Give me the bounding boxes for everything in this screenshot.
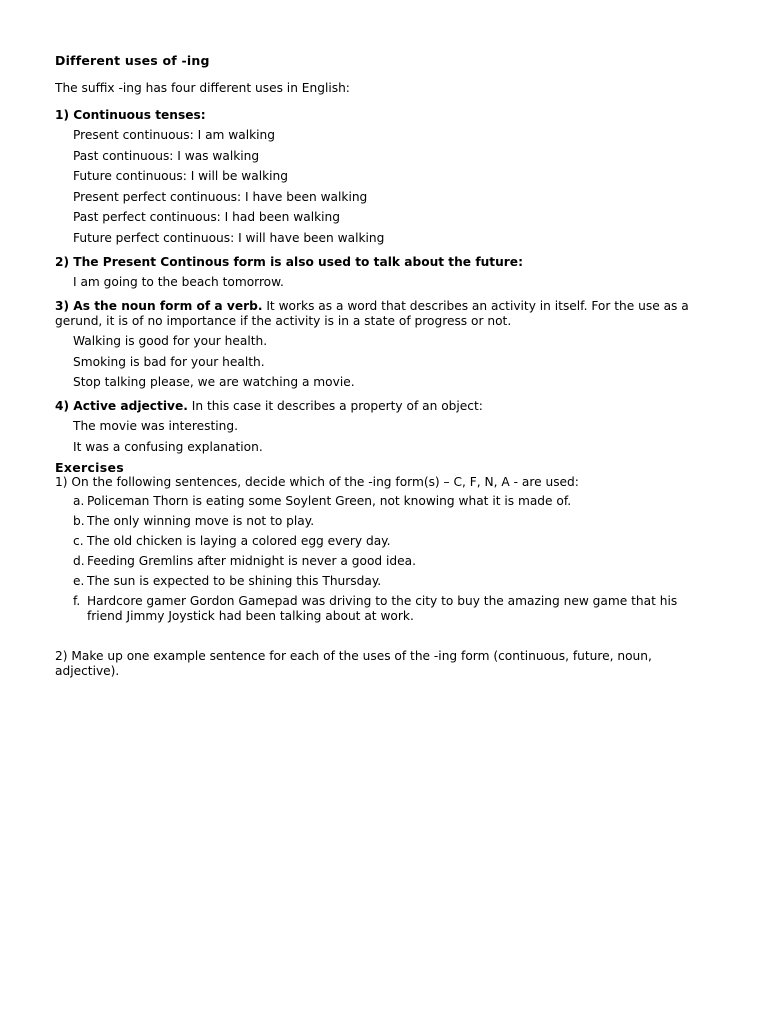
example-line: Walking is good for your health. [73,333,268,348]
example-line: Present perfect continuous: I have been walking [73,189,368,204]
example-line: Past perfect continuous: I had been walking [73,210,340,225]
document-title: Different uses of -ing [55,53,210,68]
example-line: Stop talking please, we are watching a movie. [73,375,355,390]
exercise-item-list [55,494,715,624]
exercise-item [55,514,715,529]
example-list [73,334,715,390]
example-line: Future perfect continuous: I will have been walking [73,230,385,245]
exercise-question-2: 2) Make up one example sentence for each of the uses of the -ing form (continuous, future, noun, adjective). [55,649,652,679]
item-marker: a. [73,494,85,509]
item-text: Hardcore gamer Gordon Gamepad was driving to the city to buy the amazing new game that his friend Jimmy Joystick had been talking about at work. [87,594,678,624]
section-heading: 3) As the noun form of a verb. [55,298,263,313]
section-heading: 1) Continuous tenses: [55,108,206,122]
example-list [73,419,715,455]
example-line: It was a confusing explanation. [73,439,263,454]
item-marker: d. [73,554,85,569]
item-text: Policeman Thorn is eating some Soylent Green, not knowing what it is made of. [87,494,572,509]
item-marker: f. [73,594,81,609]
exercise-item [55,554,715,569]
section-noun-form [55,299,715,390]
example-list [73,275,715,290]
exercise-item [55,574,715,589]
example-list [73,128,715,246]
item-text: Feeding Gremlins after midnight is never a good idea. [87,554,416,569]
section-description: It works as a word that describes an activity in itself. For the use as a gerund, it is of no importance if the activity is in a state of progress or not. [55,298,689,328]
section-paragraph [55,299,715,329]
exercises-section [55,460,715,679]
section-active-adjective [55,399,715,455]
exercise-question-1: 1) On the following sentences, decide which of the -ing form(s) – C, F, N, A - are used: [55,475,579,490]
example-line: Future continuous: I will be walking [73,169,288,184]
exercises-title: Exercises [55,460,124,476]
item-marker: b. [73,514,85,529]
item-marker: c. [73,534,84,549]
item-text: The only winning move is not to play. [87,514,315,529]
intro-text: The suffix -ing has four different uses in English: [55,81,350,95]
example-line: Smoking is bad for your health. [73,354,265,369]
exercise-item [55,594,715,624]
section-heading: 4) Active adjective. [55,399,188,414]
section-continuous-tenses [55,108,715,246]
exercise-item [55,494,715,509]
item-text: The old chicken is laying a colored egg every day. [87,534,391,549]
item-marker: e. [73,574,85,589]
section-description: In this case it describes a property of an object: [187,399,483,414]
item-text: The sun is expected to be shining this Thursday. [87,574,382,589]
example-line: I am going to the beach tomorrow. [73,274,284,289]
section-heading: 2) The Present Continous form is also used to talk about the future: [55,254,523,269]
exercise-item [55,534,715,549]
example-line: Past continuous: I was walking [73,148,260,163]
document-page [55,53,715,679]
section-future-use [55,255,715,290]
example-line: Present continuous: I am walking [73,128,276,142]
example-line: The movie was interesting. [73,419,238,434]
section-paragraph [55,399,715,414]
